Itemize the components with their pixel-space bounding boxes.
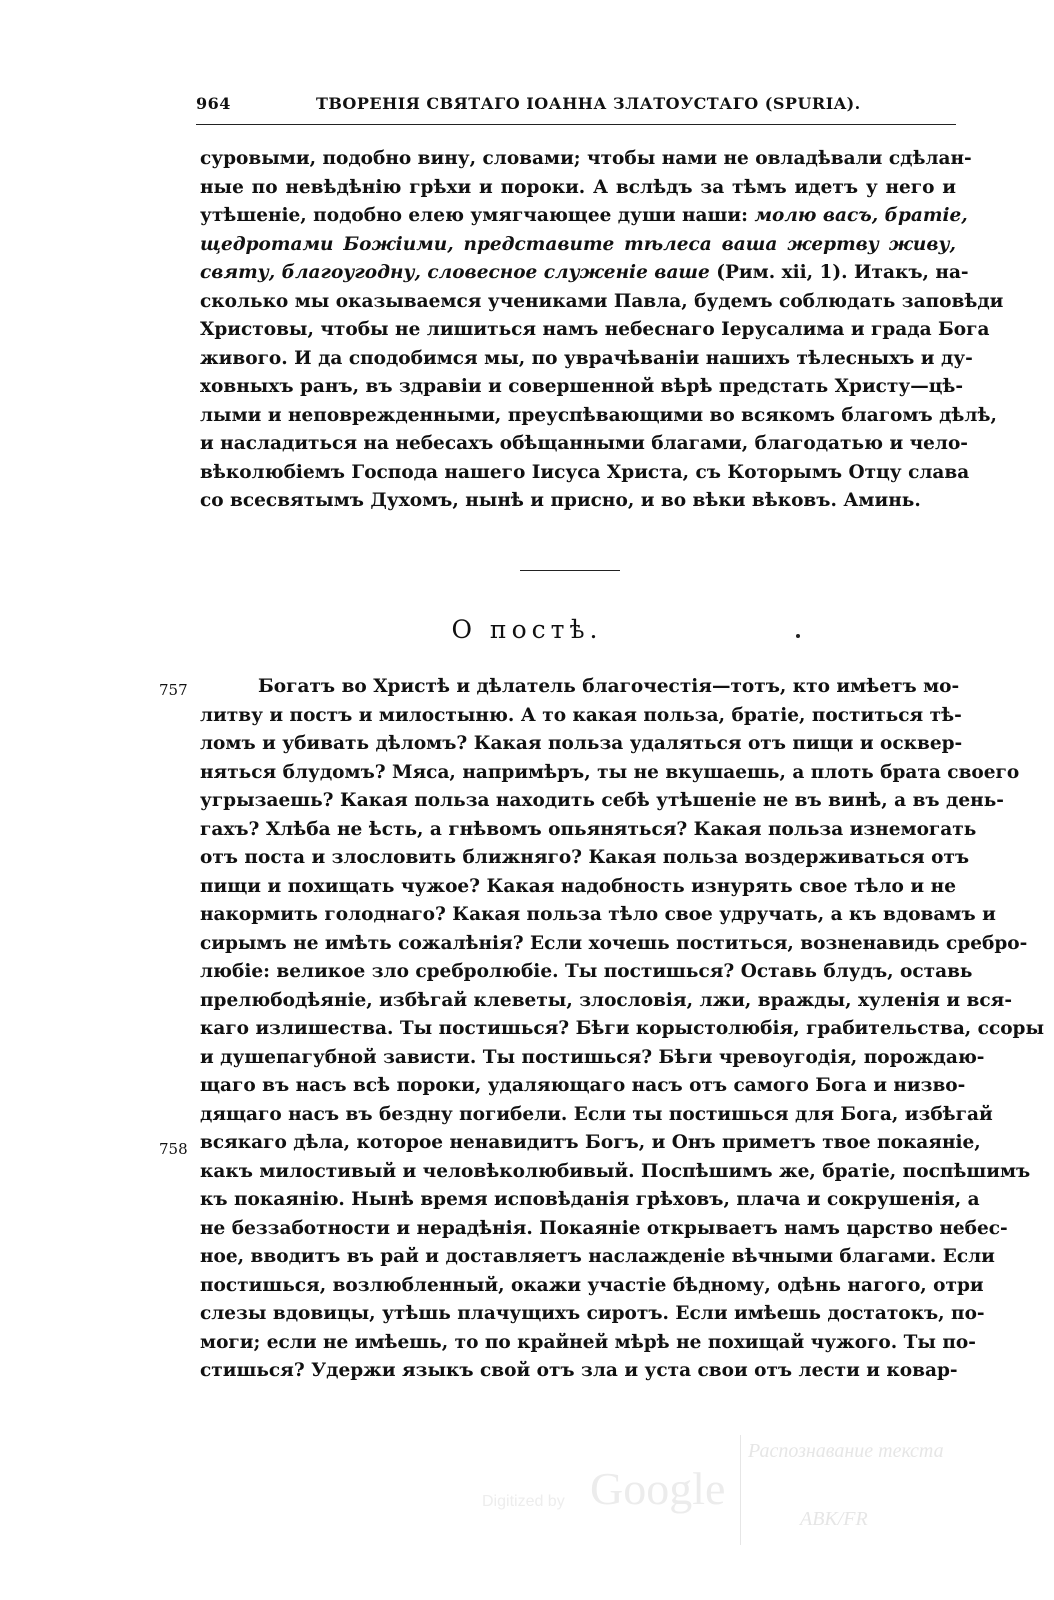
running-header [196, 92, 956, 120]
italic-quote: святу, благоугодну, словесное служеніе ваше [200, 262, 710, 283]
margin-column-number: 757 [159, 681, 188, 699]
text-line: ное, вводитъ въ рай и доставляетъ наслажденіе вѣчными благами. Если [200, 1246, 995, 1267]
text-line: угрызаешь? Какая польза находить себѣ утѣшеніе не въ винѣ, а въ день- [200, 790, 1004, 811]
text-line: накормить голоднаго? Какая польза тѣло свое удручать, а къ вдовамъ и [200, 904, 996, 925]
margin-column-number: 758 [159, 1140, 188, 1158]
body-paragraph [200, 673, 1045, 1386]
text-line: со всесвятымъ Духомъ, нынѣ и присно, и во вѣки вѣковъ. Аминь. [200, 490, 921, 511]
running-title: ТВОРЕНІЯ СВЯТАГО ІОАННА ЗЛАТОУСТАГО (SPURIA). [316, 94, 861, 113]
text-line: любіе: великое зло сребролюбіе. Ты постишься? Оставь блудъ, оставь [200, 961, 973, 982]
watermark-abbr: АВК/FR [800, 1508, 868, 1530]
watermark-divider [740, 1435, 741, 1545]
speck [796, 634, 800, 638]
text-line: и душепагубной зависти. Ты постишься? Бѣги чревоугодія, порождаю- [200, 1046, 985, 1068]
text-line: всякаго дѣла, которое ненавидитъ Богъ, и Онъ приметъ твое покаяніе, [200, 1132, 981, 1153]
text-line: суровыми, подобно вину, словами; чтобы нами не овладѣвали сдѣлан- [200, 148, 972, 169]
text-line: не беззаботности и нерадѣнія. Покаяніе открываетъ намъ царство небес- [200, 1217, 1008, 1239]
text-line [200, 231, 956, 260]
text-line: ломъ и убивать дѣломъ? Какая польза удаляться отъ пищи и осквер- [200, 733, 963, 754]
text-line: Богатъ во Христѣ и дѣлатель благочестія—тотъ, кто имѣетъ мо- [258, 676, 960, 697]
text-line [200, 259, 969, 288]
text-line: и насладиться на небесахъ обѣщанными благами, благодатью и чело- [200, 433, 968, 454]
scripture-reference: (Рим. xii, 1). Итакъ, на- [716, 262, 969, 283]
text-line: лыми и неповрежденными, преуспѣвающими во всякомъ благомъ дѣлѣ, [200, 404, 997, 426]
text-line: вѣколюбіемъ Господа нашего Іисуса Христа, съ Которымъ Отцу слава [200, 461, 970, 483]
section-separator [520, 570, 620, 571]
text-line: стишься? Удержи языкъ свой отъ зла и уста свои отъ лести и ковар- [200, 1360, 958, 1381]
text-line: пищи и похищать чужое? Какая надобность изнурять свое тѣло и не [200, 875, 956, 897]
text-line: моги; если не имѣешь, то по крайней мѣрѣ не похищай чужого. Ты по- [200, 1331, 976, 1353]
text-line: щаго въ насъ всѣ пороки, удаляющаго насъ отъ самого Бога и низво- [200, 1075, 966, 1096]
italic-quote: щедротами Божіими, представите тѣлеса ваша жертву живу, [200, 233, 956, 255]
text-line: сирымъ не имѣть сожалѣнія? Если хочешь поститься, возненавидь сребро- [200, 932, 1028, 954]
text-line: каго излишества. Ты постишься? Бѣги корыстолюбія, грабительства, ссоры [200, 1018, 1045, 1039]
text-line: сколько мы оказываемся учениками Павла, будемъ соблюдать заповѣди [200, 290, 1004, 312]
page-number: 964 [196, 94, 231, 113]
continuation-paragraph [200, 145, 1004, 516]
watermark-recognition: Распознавание текста [748, 1440, 944, 1462]
text-line: дящаго насъ въ бездну погибели. Если ты постишься для Бога, избѣгай [200, 1103, 993, 1125]
text-segment: утѣшеніе, подобно елею умягчающее души наши: [200, 205, 748, 226]
text-line: литву и постъ и милостыню. А то какая польза, братіе, поститься тѣ- [200, 704, 962, 726]
text-line: гахъ? Хлѣба не ѣсть, а гнѣвомъ опьяняться? Какая польза изнемогать [200, 818, 977, 840]
text-line: слезы вдовицы, утѣшь плачущихъ сиротъ. Если имѣешь достатокъ, по- [200, 1303, 985, 1324]
watermark-digitized: Digitized by [482, 1493, 565, 1510]
text-line: отъ поста и злословить ближняго? Какая польза воздерживаться отъ [200, 847, 970, 868]
text-line: ховныхъ ранъ, въ здравіи и совершенной вѣрѣ предстать Христу—цѣ- [200, 376, 964, 397]
text-line: живого. И да сподобимся мы, по уврачѣваніи нашихъ тѣлесныхъ и ду- [200, 347, 973, 369]
header-rule [196, 124, 956, 125]
section-title: О постѣ. [451, 615, 603, 644]
watermark-google-logo: Google [590, 1463, 726, 1514]
text-line: къ покаянію. Нынѣ время исповѣданія грѣховъ, плача и сокрушенія, а [200, 1189, 980, 1210]
text-line: няться блудомъ? Мяса, напримѣръ, ты не вкушаешь, а плоть брата своего [200, 761, 1020, 783]
text-line: Христовы, чтобы не лишиться намъ небеснаго Іерусалима и града Бога [200, 319, 990, 340]
italic-quote: молю васъ, братіе, [754, 205, 968, 226]
text-line: ные по невѣдѣнію грѣхи и пороки. А вслѣдъ за тѣмъ идетъ у него и [200, 176, 956, 198]
text-line [200, 202, 968, 231]
text-line: прелюбодѣяніе, избѣгай клеветы, злословія, лжи, вражды, хуленія и вся- [200, 989, 1013, 1011]
text-line: какъ милостивый и человѣколюбивый. Поспѣшимъ же, братіе, поспѣшимъ [200, 1160, 1031, 1182]
text-line: постишься, возлюбленный, окажи участіе бѣдному, одѣнь нагого, отри [200, 1274, 984, 1296]
